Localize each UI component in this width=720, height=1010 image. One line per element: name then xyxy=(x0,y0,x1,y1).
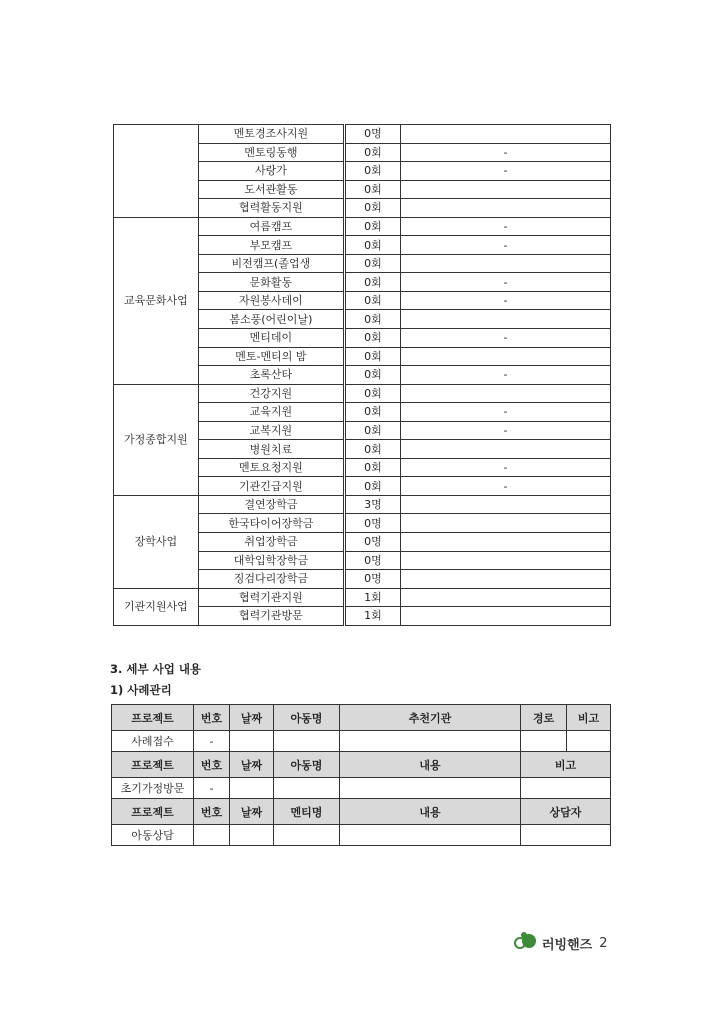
category-cell: 교육문화사업 xyxy=(114,217,199,384)
count-cell: 0회 xyxy=(345,403,401,422)
count-cell: 0명 xyxy=(345,551,401,570)
count-cell: 1회 xyxy=(345,607,401,626)
header-cell: 날짜 xyxy=(230,799,274,825)
table-header-row xyxy=(112,752,611,778)
note-cell: - xyxy=(400,421,610,440)
item-cell: 교복지원 xyxy=(198,421,344,440)
table-row xyxy=(112,731,611,752)
count-cell: 0회 xyxy=(345,273,401,292)
table-cell xyxy=(340,778,521,799)
table-cell: 초기가정방문 xyxy=(112,778,194,799)
table-cell xyxy=(274,731,340,752)
item-cell: 멘토링동행 xyxy=(198,143,344,162)
count-cell: 0회 xyxy=(345,458,401,477)
header-cell: 날짜 xyxy=(230,752,274,778)
brand-name: 러빙핸즈 xyxy=(542,937,593,953)
count-cell: 0회 xyxy=(345,384,401,403)
table-cell xyxy=(340,825,521,846)
table-cell xyxy=(274,778,340,799)
note-cell xyxy=(400,533,610,552)
page-footer xyxy=(513,931,608,955)
count-cell: 0회 xyxy=(345,291,401,310)
item-cell: 자원봉사데이 xyxy=(198,291,344,310)
note-cell xyxy=(400,125,610,144)
table-row xyxy=(114,384,611,403)
item-cell: 부모캠프 xyxy=(198,236,344,255)
note-cell: - xyxy=(400,217,610,236)
note-cell xyxy=(400,551,610,570)
table-cell: 사례접수 xyxy=(112,731,194,752)
table-cell xyxy=(340,731,521,752)
header-cell: 아동명 xyxy=(274,752,340,778)
item-cell: 도서관활동 xyxy=(198,180,344,199)
header-cell: 번호 xyxy=(194,752,230,778)
program-summary-table xyxy=(113,124,611,626)
note-cell xyxy=(400,254,610,273)
table-row xyxy=(114,588,611,607)
note-cell: - xyxy=(400,291,610,310)
count-cell: 0회 xyxy=(345,477,401,496)
count-cell: 0회 xyxy=(345,180,401,199)
note-cell: - xyxy=(400,403,610,422)
note-cell: - xyxy=(400,143,610,162)
table-cell xyxy=(230,778,274,799)
item-cell: 협력기관지원 xyxy=(198,588,344,607)
note-cell xyxy=(400,570,610,589)
item-cell: 사랑가 xyxy=(198,162,344,181)
item-cell: 취업장학금 xyxy=(198,533,344,552)
page-number: 2 xyxy=(599,935,608,951)
header-cell: 비고 xyxy=(521,752,611,778)
table-cell xyxy=(567,731,611,752)
table-header-row xyxy=(112,705,611,731)
table-cell xyxy=(521,731,567,752)
count-cell: 0명 xyxy=(345,570,401,589)
item-cell: 협력활동지원 xyxy=(198,199,344,218)
item-cell: 멘토경조사지원 xyxy=(198,125,344,144)
item-cell: 멘토요청지원 xyxy=(198,458,344,477)
note-cell: - xyxy=(400,273,610,292)
header-cell: 추천기관 xyxy=(340,705,521,731)
category-cell: 기관지원사업 xyxy=(114,588,199,625)
count-cell: 0회 xyxy=(345,199,401,218)
item-cell: 멘티데이 xyxy=(198,329,344,348)
item-cell: 봄소풍(어린이날) xyxy=(198,310,344,329)
subsection-heading: 1) 사례관리 xyxy=(110,683,172,697)
count-cell: 0회 xyxy=(345,366,401,385)
header-cell: 프로젝트 xyxy=(112,752,194,778)
note-cell: - xyxy=(400,366,610,385)
item-cell: 한국타이어장학금 xyxy=(198,514,344,533)
table-cell xyxy=(230,731,274,752)
note-cell: - xyxy=(400,329,610,348)
header-cell: 내용 xyxy=(340,799,521,825)
category-cell xyxy=(114,125,199,218)
table-cell xyxy=(521,825,611,846)
table-cell: - xyxy=(194,731,230,752)
item-cell: 여름캠프 xyxy=(198,217,344,236)
count-cell: 0회 xyxy=(345,347,401,366)
header-cell: 비고 xyxy=(567,705,611,731)
count-cell: 0명 xyxy=(345,514,401,533)
item-cell: 징검다리장학금 xyxy=(198,570,344,589)
item-cell: 건강지원 xyxy=(198,384,344,403)
count-cell: 3명 xyxy=(345,495,401,514)
header-cell: 프로젝트 xyxy=(112,799,194,825)
note-cell xyxy=(400,514,610,533)
header-cell: 아동명 xyxy=(274,705,340,731)
note-cell xyxy=(400,495,610,514)
note-cell: - xyxy=(400,236,610,255)
header-cell: 멘티명 xyxy=(274,799,340,825)
count-cell: 0회 xyxy=(345,236,401,255)
item-cell: 문화활동 xyxy=(198,273,344,292)
note-cell xyxy=(400,384,610,403)
item-cell: 초록산타 xyxy=(198,366,344,385)
category-cell: 가정종합지원 xyxy=(114,384,199,495)
table-header-row xyxy=(112,799,611,825)
note-cell: - xyxy=(400,458,610,477)
header-cell: 번호 xyxy=(194,799,230,825)
table-cell: 아동상담 xyxy=(112,825,194,846)
table-cell: - xyxy=(194,778,230,799)
note-cell xyxy=(400,588,610,607)
category-cell: 장학사업 xyxy=(114,495,199,588)
section-heading: 3. 세부 사업 내용 xyxy=(110,662,202,676)
count-cell: 0회 xyxy=(345,162,401,181)
case-management-table xyxy=(111,704,611,846)
header-cell: 상담자 xyxy=(521,799,611,825)
count-cell: 0회 xyxy=(345,310,401,329)
count-cell: 0회 xyxy=(345,254,401,273)
count-cell: 1회 xyxy=(345,588,401,607)
note-cell xyxy=(400,310,610,329)
header-cell: 프로젝트 xyxy=(112,705,194,731)
item-cell: 비전캠프(졸업생 xyxy=(198,254,344,273)
item-cell: 기관긴급지원 xyxy=(198,477,344,496)
count-cell: 0회 xyxy=(345,217,401,236)
table-cell xyxy=(521,778,611,799)
note-cell xyxy=(400,440,610,459)
count-cell: 0회 xyxy=(345,143,401,162)
table-row xyxy=(114,495,611,514)
note-cell: - xyxy=(400,477,610,496)
count-cell: 0회 xyxy=(345,421,401,440)
table-row xyxy=(112,825,611,846)
table-row xyxy=(114,125,611,144)
note-cell xyxy=(400,347,610,366)
loving-hands-logo-icon xyxy=(513,931,539,955)
note-cell xyxy=(400,199,610,218)
note-cell: - xyxy=(400,162,610,181)
item-cell: 결연장학금 xyxy=(198,495,344,514)
table-row xyxy=(114,217,611,236)
count-cell: 0명 xyxy=(345,533,401,552)
table-cell xyxy=(230,825,274,846)
table-cell xyxy=(194,825,230,846)
table-row xyxy=(112,778,611,799)
count-cell: 0회 xyxy=(345,440,401,459)
table-cell xyxy=(274,825,340,846)
header-cell: 날짜 xyxy=(230,705,274,731)
note-cell xyxy=(400,180,610,199)
item-cell: 병원치료 xyxy=(198,440,344,459)
note-cell xyxy=(400,607,610,626)
header-cell: 번호 xyxy=(194,705,230,731)
header-cell: 내용 xyxy=(340,752,521,778)
item-cell: 교육지원 xyxy=(198,403,344,422)
count-cell: 0회 xyxy=(345,329,401,348)
header-cell: 경로 xyxy=(521,705,567,731)
item-cell: 멘토-멘티의 밤 xyxy=(198,347,344,366)
item-cell: 협력기관방문 xyxy=(198,607,344,626)
count-cell: 0명 xyxy=(345,125,401,144)
item-cell: 대학입학장학금 xyxy=(198,551,344,570)
